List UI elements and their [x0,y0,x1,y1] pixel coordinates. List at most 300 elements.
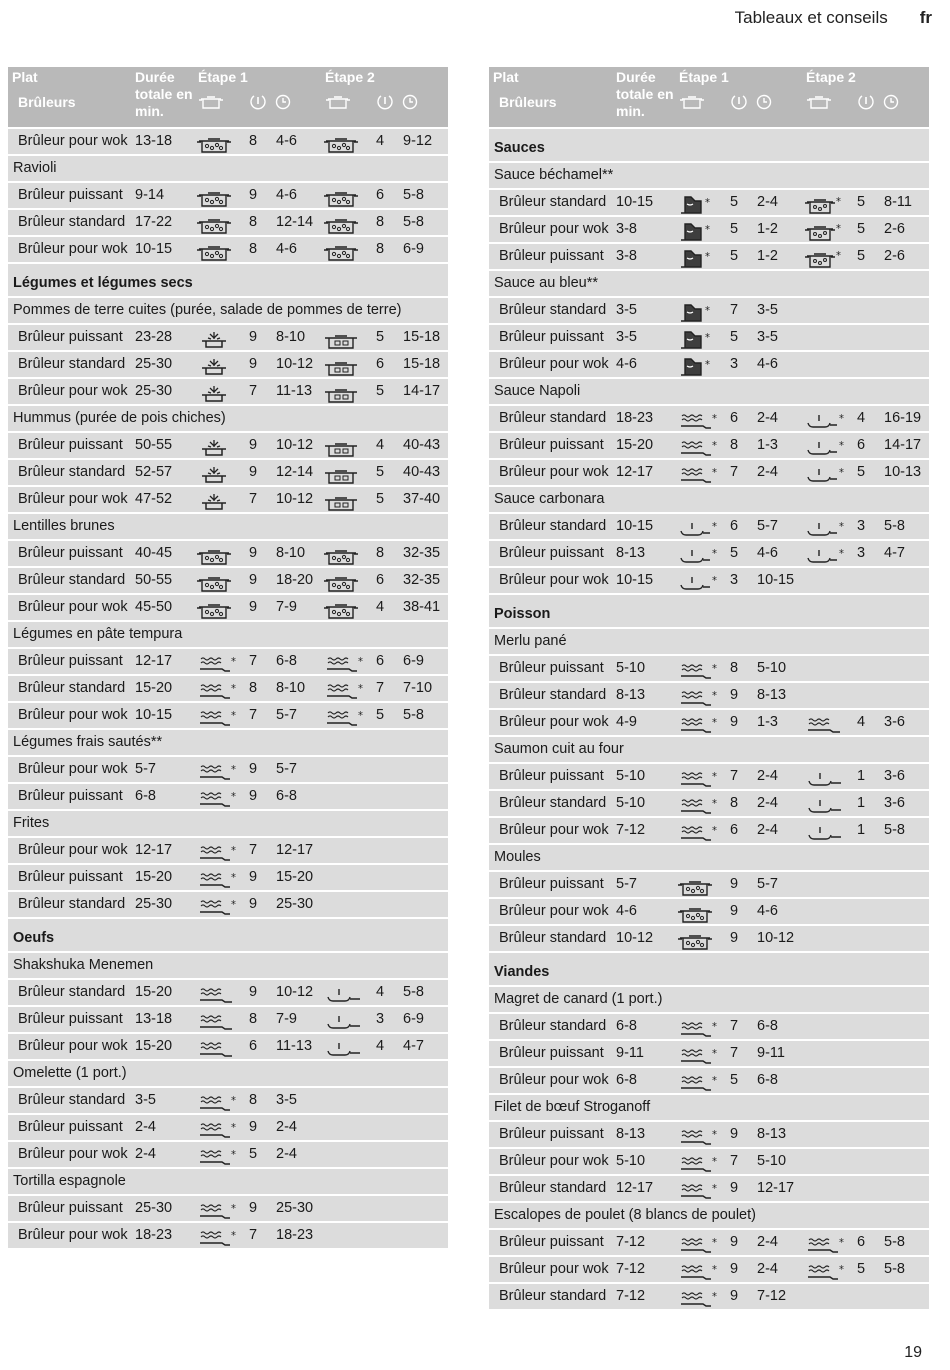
pot-icon [677,903,719,924]
pot-icon [677,876,719,897]
burner-name: Brûleur pour wok [499,572,609,588]
svg-text:*: * [705,250,710,263]
step1-power-level: 7 [249,842,258,858]
total-duration: 45-50 [135,599,173,615]
frying-pan-icon [196,707,238,728]
boiling-pot-icon [196,464,238,485]
step1-duration: 2-4 [276,1119,297,1135]
category-row [8,264,448,298]
step2-duration: 5-8 [403,214,424,230]
burner-name: Brûleur standard [499,194,607,210]
total-duration: 4-6 [616,903,637,919]
step1-duration: 4-6 [276,241,297,257]
frying-pan-icon [677,464,719,485]
dish-title: Frites [13,815,50,831]
svg-text:*: * [712,1074,717,1087]
total-duration: 7-12 [616,1288,646,1304]
burner-name: Brûleur puissant [499,1234,604,1250]
step1-duration: 3-5 [276,1092,297,1108]
frying-pan-icon [196,1227,238,1248]
dish-title: Tortilla espagnole [13,1173,126,1189]
total-duration: 10-15 [616,572,654,588]
step1-power-level: 9 [249,356,258,372]
table-row [8,1142,448,1169]
dish-title: Escalopes de poulet (8 blancs de poulet) [494,1207,756,1223]
svg-text:*: * [839,412,844,425]
step1-power-level: 9 [249,464,258,480]
table-row [489,244,929,271]
step2-duration: 5-8 [884,1261,905,1277]
dish-title: Sauce Napoli [494,383,581,399]
step1-power-level: 8 [730,795,739,811]
step2-power-level: 1 [857,795,866,811]
step2-power-level: 5 [857,221,866,237]
table-row [8,1007,448,1034]
frying-pan-icon [677,660,719,681]
step1-power-level: 5 [730,221,739,237]
svg-text:*: * [705,223,710,236]
step2-duration: 5-8 [403,707,424,723]
frying-pan-icon [196,680,238,701]
total-duration: 5-10 [616,1153,646,1169]
step2-power-level: 6 [376,653,385,669]
step2-duration: 2-6 [884,248,905,264]
total-duration: 12-17 [616,1180,654,1196]
total-duration: 17-22 [135,214,173,230]
svg-text:*: * [836,249,841,262]
step1-duration: 8-10 [276,680,306,696]
frying-pan-icon [677,1126,719,1147]
table-row [489,818,929,845]
step1-duration: 12-17 [757,1180,795,1196]
pot-icon [323,572,365,593]
burner-name: Brûleur standard [18,214,126,230]
step2-duration: 6-9 [403,241,424,257]
svg-text:*: * [231,871,236,884]
dish-title: Hummus (purée de pois chiches) [13,410,226,426]
step1-power-level: 7 [730,1045,739,1061]
step2-power-level: 7 [376,680,385,696]
step1-power-level: 5 [730,329,739,345]
burner-name: Brûleur pour wok [18,383,128,399]
dish-title: Moules [494,849,541,865]
svg-text:*: * [839,520,844,533]
category-title: Viandes [494,964,550,980]
svg-text:*: * [705,331,710,344]
power-level-icon [375,94,395,110]
step1-power-level: 7 [730,464,739,480]
cookware-icon [806,94,832,110]
table-row [489,1149,929,1176]
step1-power-level: 8 [249,214,258,230]
step2-power-level: 5 [376,491,385,507]
total-duration: 23-28 [135,329,173,345]
step1-power-level: 8 [249,680,258,696]
table-row [8,487,448,514]
step1-duration: 4-6 [757,545,778,561]
table-row [489,1176,929,1203]
dish-row [489,1203,929,1230]
dish-title: Merlu pané [494,633,567,649]
table-row [489,899,929,926]
burner-name: Brûleur pour wok [499,822,609,838]
burner-name: Brûleur standard [18,680,126,696]
step1-duration: 2-4 [276,1146,297,1162]
table-row [8,595,448,622]
svg-text:*: * [705,358,710,371]
svg-text:*: * [705,196,710,209]
step1-duration: 1-3 [757,714,778,730]
step1-power-level: 8 [249,1092,258,1108]
burner-name: Brûleur puissant [18,1119,123,1135]
frying-pan-icon [677,1072,719,1093]
pan-icon [804,545,846,566]
pan-icon [804,410,846,431]
column-etape2: Étape 2 [806,69,856,85]
burner-name: Brûleur pour wok [18,1146,128,1162]
total-duration: 5-10 [616,795,646,811]
step1-duration: 8-10 [276,329,306,345]
frying-pan-icon [196,1119,238,1140]
step1-duration: 2-4 [757,464,778,480]
step1-power-level: 7 [249,707,258,723]
column-bruleurs: Brûleurs [18,94,76,110]
burner-name: Brûleur standard [18,464,126,480]
svg-text:*: * [231,682,236,695]
burner-name: Brûleur standard [499,1018,607,1034]
step1-duration: 10-12 [757,930,795,946]
frying-pan-icon [804,1234,846,1255]
step1-power-level: 9 [249,187,258,203]
table-row [489,514,929,541]
burner-name: Brûleur puissant [499,1126,604,1142]
table-row [8,676,448,703]
frying-pan-icon [677,437,719,458]
step2-power-level: 5 [857,1261,866,1277]
step2-duration: 7-10 [403,680,433,696]
burner-name: Brûleur pour wok [499,903,609,919]
step2-duration: 4-7 [403,1038,424,1054]
pot-icon [323,545,365,566]
step2-power-level: 4 [376,1038,385,1054]
burner-name: Brûleur puissant [499,437,604,453]
category-row [8,919,448,953]
step1-duration: 18-23 [276,1227,314,1243]
total-duration: 3-5 [616,302,637,318]
timer-icon [882,94,900,110]
burner-name: Brûleur puissant [18,788,123,804]
step1-duration: 12-17 [276,842,314,858]
frying-pan-icon [196,1011,238,1032]
table-row [489,656,929,683]
dish-row [8,156,448,183]
dish-row [489,1095,929,1122]
pot-icon [196,214,238,235]
table-body [489,129,929,1311]
svg-text:*: * [839,1263,844,1276]
step1-power-level: 8 [249,241,258,257]
step1-power-level: 8 [730,437,739,453]
total-duration: 3-8 [616,221,637,237]
table-row [489,872,929,899]
step2-power-level: 5 [376,329,385,345]
frying-pan-icon [196,1146,238,1167]
svg-text:*: * [231,655,236,668]
page-header [735,8,932,28]
burner-name: Brûleur standard [18,356,126,372]
step1-power-level: 3 [730,572,739,588]
step1-power-level: 9 [730,1261,739,1277]
total-duration: 9-11 [616,1045,644,1061]
step1-duration: 2-4 [757,822,778,838]
frying-pan-icon [196,1200,238,1221]
boiling-pot-icon [196,437,238,458]
step1-duration: 12-14 [276,464,314,480]
total-duration: 5-10 [616,660,646,676]
step1-power-level: 9 [249,545,258,561]
frying-pan-icon [677,714,719,735]
pot-icon [196,572,238,593]
pan-icon [677,545,719,566]
total-duration: 3-8 [616,248,637,264]
category-title: Sauces [494,140,545,156]
table-row [489,460,929,487]
burner-name: Brûleur puissant [18,869,123,885]
step1-power-level: 8 [249,133,258,149]
power-level-icon [856,94,876,110]
total-duration: 10-15 [135,241,173,257]
step1-power-level: 9 [730,687,739,703]
burner-name: Brûleur puissant [18,437,123,453]
frying-pan-icon [677,822,719,843]
frying-pan-icon [804,1261,846,1282]
svg-text:*: * [712,1128,717,1141]
step1-duration: 5-7 [757,876,778,892]
step1-duration: 1-2 [757,248,778,264]
step2-duration: 40-43 [403,437,441,453]
step2-duration: 38-41 [403,599,441,615]
pan-icon [677,572,719,593]
step1-duration: 12-14 [276,214,314,230]
frying-pan-icon [677,410,719,431]
header-title: Tableaux et conseils [734,8,888,27]
step1-duration: 2-4 [757,1234,778,1250]
total-duration: 10-12 [616,930,654,946]
step1-power-level: 9 [730,903,739,919]
table-header [8,67,448,129]
svg-text:*: * [231,1148,236,1161]
step2-power-level: 5 [857,464,866,480]
burner-name: Brûleur puissant [18,187,123,203]
step1-power-level: 9 [249,984,258,1000]
dish-title: Saumon cuit au four [494,741,624,757]
dish-title: Légumes frais sautés** [13,734,163,750]
table-row [489,433,929,460]
svg-text:*: * [712,520,717,533]
pot-icon [196,241,238,262]
total-duration: 7-12 [616,822,646,838]
step1-duration: 25-30 [276,896,314,912]
step2-duration: 40-43 [403,464,441,480]
total-duration: 5-10 [616,768,646,784]
svg-text:*: * [705,304,710,317]
frying-pan-icon [196,788,238,809]
svg-text:*: * [712,716,717,729]
burner-name: Brûleur puissant [499,660,604,676]
svg-text:*: * [712,412,717,425]
total-duration: 10-15 [616,194,654,210]
step1-duration: 5-7 [757,518,778,534]
frying-pan-icon [196,761,238,782]
svg-text:*: * [712,824,717,837]
total-duration: 9-14 [135,187,165,203]
frying-pan-icon [677,1261,719,1282]
step1-duration: 7-12 [757,1288,787,1304]
step1-duration: 3-5 [757,302,778,318]
dish-row [8,1169,448,1196]
step1-power-level: 6 [730,822,739,838]
step1-power-level: 7 [730,1018,739,1034]
pot-icon [196,187,238,208]
burner-name: Brûleur pour wok [499,714,609,730]
burner-name: Brûleur puissant [499,329,604,345]
total-duration: 7-12 [616,1234,646,1250]
step2-duration: 6-9 [403,1011,424,1027]
svg-text:*: * [712,1236,717,1249]
step1-power-level: 9 [730,1180,739,1196]
table-row [8,237,448,264]
burner-name: Brûleur puissant [18,1200,123,1216]
frying-pan-icon [196,896,238,917]
total-duration: 6-8 [135,788,156,804]
step1-power-level: 6 [249,1038,258,1054]
table-row [489,325,929,352]
step1-duration: 9-11 [757,1045,785,1061]
table-row [8,784,448,811]
svg-text:*: * [712,1263,717,1276]
table-row [8,433,448,460]
step1-power-level: 9 [730,876,739,892]
step2-power-level: 4 [376,599,385,615]
step1-power-level: 5 [730,545,739,561]
pot-with-lid-icon [323,329,365,350]
step2-duration: 9-12 [403,133,433,149]
total-duration: 13-18 [135,1011,173,1027]
table-row [489,1014,929,1041]
table-row [489,764,929,791]
step1-power-level: 5 [730,194,739,210]
burner-name: Brûleur standard [499,410,607,426]
svg-text:*: * [712,797,717,810]
step1-power-level: 9 [730,1234,739,1250]
total-duration: 50-55 [135,437,173,453]
burner-name: Brûleur pour wok [18,241,128,257]
step2-power-level: 4 [857,410,866,426]
step1-power-level: 9 [249,437,258,453]
step1-power-level: 8 [730,660,739,676]
total-duration: 15-20 [135,984,173,1000]
step2-power-level: 1 [857,768,866,784]
step1-power-level: 5 [730,1072,739,1088]
frying-pan-icon [196,984,238,1005]
step1-power-level: 9 [249,1119,258,1135]
dish-row [489,629,929,656]
table-row [8,892,448,919]
burner-name: Brûleur pour wok [18,1038,128,1054]
frying-pan-icon [677,1180,719,1201]
total-duration: 12-17 [135,653,173,669]
table-row [8,1223,448,1250]
total-duration: 3-5 [135,1092,156,1108]
step2-power-level: 6 [376,187,385,203]
burner-name: Brûleur pour wok [18,491,128,507]
table-row [489,926,929,953]
table-row [489,1230,929,1257]
burner-name: Brûleur standard [18,572,126,588]
table-row [8,649,448,676]
pot-with-lid-icon [323,383,365,404]
table-row [8,1034,448,1061]
step1-duration: 4-6 [757,356,778,372]
frying-pan-icon [677,1288,719,1309]
total-duration: 8-13 [616,545,646,561]
step2-power-level: 6 [857,437,866,453]
table-row [489,217,929,244]
total-duration: 25-30 [135,896,173,912]
pan-icon [323,1038,365,1059]
pot-with-lid-icon [323,437,365,458]
total-duration: 4-6 [616,356,637,372]
timer-icon [401,94,419,110]
dish-title: Magret de canard (1 port.) [494,991,663,1007]
frying-pan-icon [677,687,719,708]
step1-duration: 8-10 [276,545,306,561]
burner-name: Brûleur standard [18,896,126,912]
step1-duration: 5-7 [276,707,297,723]
power-level-icon [729,94,749,110]
step2-duration: 5-8 [403,187,424,203]
step1-power-level: 9 [249,788,258,804]
dish-row [489,271,929,298]
burner-name: Brûleur pour wok [18,761,128,777]
dish-row [8,1061,448,1088]
total-duration: 25-30 [135,1200,173,1216]
burner-name: Brûleur pour wok [499,464,609,480]
step1-duration: 15-20 [276,869,314,885]
frying-pan-icon [196,869,238,890]
dish-row [8,622,448,649]
step2-power-level: 8 [376,241,385,257]
dish-row [489,379,929,406]
svg-text:*: * [358,709,363,722]
step1-power-level: 7 [730,768,739,784]
pot-icon [323,187,365,208]
step1-duration: 11-13 [276,383,313,399]
svg-text:*: * [231,1121,236,1134]
burner-name: Brûleur puissant [499,1045,604,1061]
timer-icon [755,94,773,110]
pot-icon [804,194,846,215]
table-row [8,1088,448,1115]
table-header [489,67,929,129]
step1-power-level: 6 [730,410,739,426]
total-duration: 3-5 [616,329,637,345]
table-row [489,683,929,710]
table-row [489,1122,929,1149]
table-row [489,568,929,595]
step1-power-level: 8 [249,1011,258,1027]
frying-pan-icon [196,842,238,863]
